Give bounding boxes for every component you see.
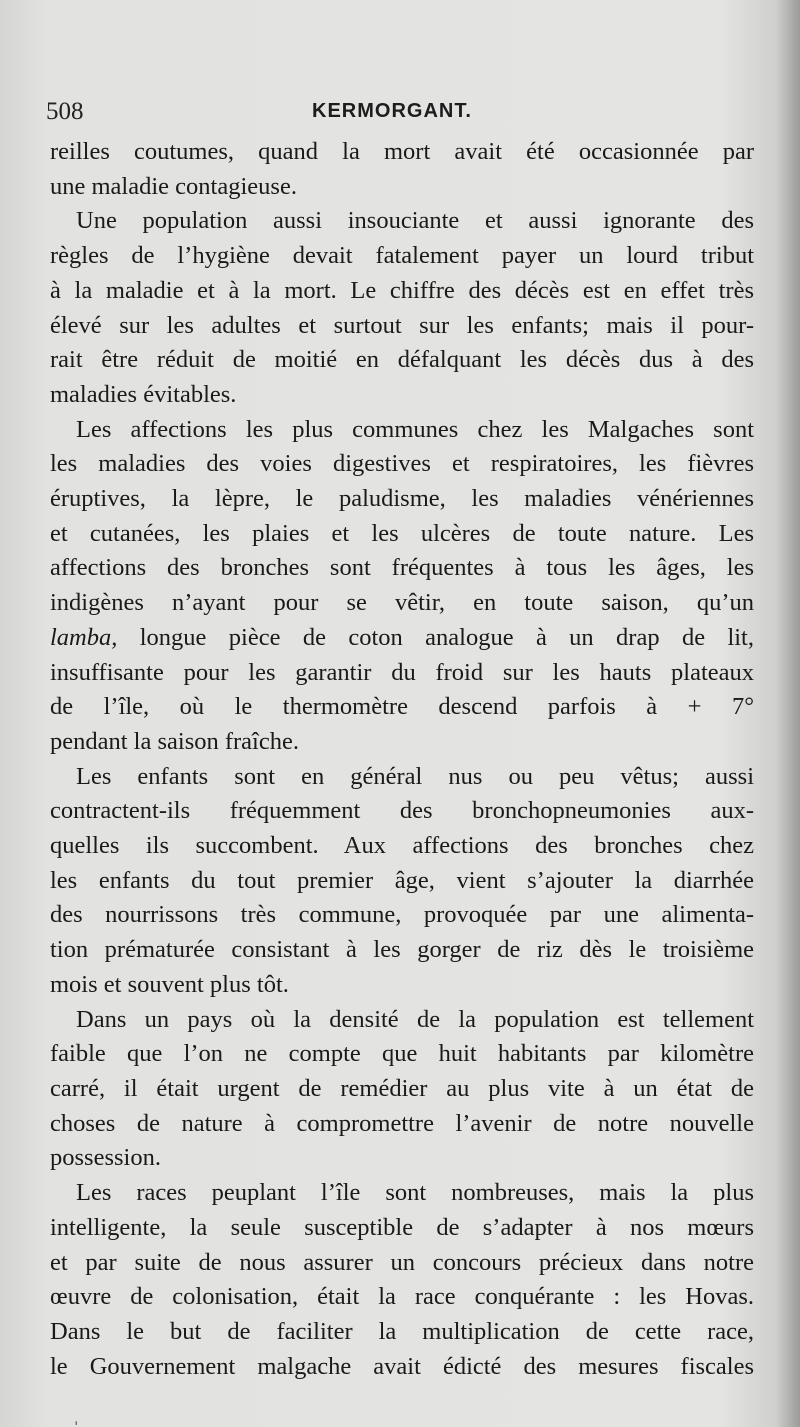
- text-line: insuffisante pour les garantir du froid sur les hauts plateaux: [50, 658, 754, 686]
- text-line: Dans le but de faciliter la multiplication de cette race,: [50, 1317, 754, 1345]
- paragraph-4: [50, 760, 754, 1003]
- text-line: le Gouvernement malgache avait édicté des mesures fiscales: [50, 1352, 754, 1380]
- text-line: œuvre de colonisation, était la race conquérante : les Hovas.: [50, 1283, 754, 1311]
- paragraph-1: [50, 135, 754, 204]
- text-line: carré, il était urgent de remédier au plus vite à un état de: [50, 1074, 754, 1102]
- text-line: faible que l’on ne compte que huit habitants par kilomètre: [50, 1040, 754, 1068]
- text-line: à la maladie et à la mort. Le chiffre des décès est en effet très: [50, 276, 754, 304]
- text-line: les enfants du tout premier âge, vient s’ajouter la diarrhée: [50, 866, 754, 894]
- text-line: rait être réduit de moitié en défalquant les décès dus à des: [50, 346, 754, 374]
- text-line: reilles coutumes, quand la mort avait été occasionnée par: [50, 138, 754, 165]
- text-line: choses de nature à compromettre l’avenir de notre nouvelle: [50, 1109, 754, 1137]
- paragraph-3: [50, 413, 754, 760]
- paragraph-5: [50, 1003, 754, 1177]
- text-line: des nourrissons très commune, provoquée par une alimenta-: [50, 901, 754, 929]
- text-line: pendant la saison fraîche.: [50, 727, 299, 755]
- ink-mark: ˌ: [74, 1408, 79, 1427]
- text-line: intelligente, la seule susceptible de s’adapter à nos mœurs: [50, 1213, 754, 1241]
- paragraph-6: [50, 1176, 754, 1384]
- text-line: et cutanées, les plaies et les ulcères de toute nature. Les: [50, 519, 754, 547]
- page-number: 508: [46, 98, 84, 125]
- text-line: indigènes n’ayant pour se vêtir, en toute saison, qu’un: [50, 589, 754, 617]
- text-line: de l’île, où le thermomètre descend parfois à + 7°: [50, 693, 754, 721]
- paragraph-2: [50, 204, 754, 412]
- text-line: et par suite de nous assurer un concours précieux dans notre: [50, 1248, 754, 1276]
- text-line: contractent-ils fréquemment des bronchopneumonies aux-: [50, 797, 754, 825]
- text-line: règles de l’hygiène devait fatalement payer un lourd tribut: [50, 242, 754, 270]
- text-line-rest: longue pièce de coton analogue à un drap de lit,: [139, 623, 754, 651]
- text-line: les maladies des voies digestives et respiratoires, les fièvres: [50, 450, 754, 478]
- text-line: Les affections les plus communes chez les Malgaches sont: [76, 415, 754, 443]
- page-header: [46, 98, 746, 132]
- text-line: Dans un pays où la densité de la population est tellement: [76, 1005, 754, 1033]
- text-line: éruptives, la lèpre, le paludisme, les maladies vénériennes: [50, 485, 754, 513]
- running-head: KERMORGANT.: [312, 100, 472, 122]
- text-line: possession.: [50, 1144, 161, 1172]
- italic-term: lamba,: [50, 623, 118, 651]
- body-text: [50, 135, 754, 1384]
- text-line: Les races peuplant l’île sont nombreuses, mais la plus: [76, 1179, 754, 1207]
- text-line: tion prématurée consistant à les gorger de riz dès le troisième: [50, 936, 754, 964]
- text-line: mois et souvent plus tôt.: [50, 970, 289, 998]
- text-line: Une population aussi insouciante et aussi ignorante des: [76, 207, 754, 235]
- text-line: [50, 621, 754, 656]
- text-line: une maladie contagieuse.: [50, 172, 297, 200]
- text-line: Les enfants sont en général nus ou peu vêtus; aussi: [76, 762, 754, 790]
- text-line: élevé sur les adultes et surtout sur les enfants; mais il pour-: [50, 311, 754, 339]
- text-line: affections des bronches sont fréquentes à tous les âges, les: [50, 554, 754, 582]
- text-line: maladies évitables.: [50, 380, 237, 408]
- text-line: quelles ils succombent. Aux affections des bronches chez: [50, 832, 754, 860]
